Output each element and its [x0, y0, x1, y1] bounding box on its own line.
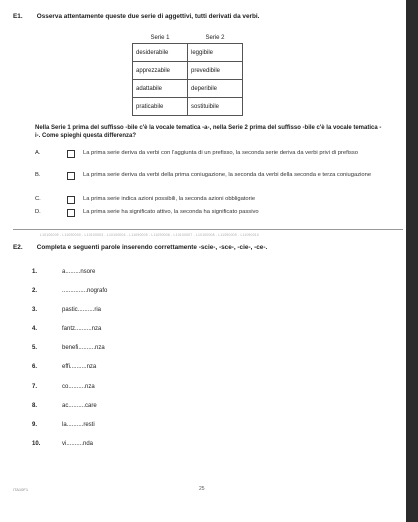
option-letter: C. [35, 196, 41, 202]
item-word[interactable]: la..........resti [62, 422, 95, 428]
option-a-checkbox[interactable] [67, 150, 75, 158]
table-cell: apprezzabile [133, 62, 188, 80]
option-text: La prima serie deriva da verbi con l'aggiunta di un prefisso, la seconda serie deriva da verbi privi di prefisso [83, 150, 358, 156]
list-item [32, 345, 105, 351]
table-cell: deperibile [188, 80, 243, 98]
list-item [32, 441, 93, 447]
table-cell: adattabile [133, 80, 188, 98]
exercise-number: E1. [13, 13, 23, 20]
item-word[interactable]: fantz..........nza [62, 326, 102, 332]
option-d-checkbox[interactable] [67, 209, 75, 217]
section-divider [13, 229, 403, 230]
footer-code: ITA10F1 [13, 487, 29, 492]
item-word[interactable]: pastic..........ria [62, 307, 102, 313]
option-c-checkbox[interactable] [67, 196, 75, 204]
item-word[interactable]: ...............nografo [62, 288, 108, 294]
list-item [32, 364, 96, 370]
option-letter: B. [35, 172, 41, 178]
list-item [32, 422, 95, 428]
list-item [32, 403, 97, 409]
list-item [32, 384, 95, 390]
table-cell: leggibile [188, 44, 243, 62]
item-word[interactable]: effi..........nza [62, 364, 97, 370]
exercise-e1-heading [13, 13, 259, 20]
item-number: 3. [32, 307, 38, 313]
exercise-e2-heading [13, 244, 267, 251]
list-item [32, 307, 101, 313]
table-row [133, 80, 243, 98]
table-cell: praticabile [133, 98, 188, 116]
option-text: La prima serie ha significato attivo, la seconda ha significato passivo [83, 209, 259, 215]
item-word[interactable]: co..........nza [62, 384, 95, 390]
question-intro: Nella Serie 1 prima del suffisso -bile c'è la vocale tematica -a-, nella Serie 2 prima del suffisso -bile c'è la vocale tematica -i-. Come spieghi questa differenza? [35, 125, 382, 139]
table-cell: desiderabile [133, 44, 188, 62]
list-item [32, 326, 101, 332]
list-item [32, 269, 95, 275]
table-cell: sostituibile [188, 98, 243, 116]
item-number: 2. [32, 288, 38, 294]
table-row [133, 98, 243, 116]
item-codes: L10100009 - L11090000 - L10100003 - L10100004 - L11090005 - L11090006 - L10100007 - L10100008 - L11090009 - L11090010 [40, 233, 259, 237]
page-number: 25 [199, 486, 205, 492]
table-cell: prevedibile [188, 62, 243, 80]
series-1-header: Serie 1 [133, 33, 188, 44]
item-word[interactable]: ac..........care [62, 403, 97, 409]
item-word[interactable]: vi..........nda [62, 441, 94, 447]
exercise-title: Completa e seguenti parole inserendo correttamente -scie-, -sce-, -cie-, -ce-. [36, 244, 268, 251]
item-number: 1. [32, 269, 38, 275]
item-number: 6. [32, 364, 38, 370]
viewer-edge-bar [406, 0, 418, 522]
series-2-header: Serie 2 [188, 33, 243, 44]
exercise-number: E2. [13, 244, 23, 251]
option-letter: D. [35, 209, 41, 215]
table-row [133, 62, 243, 80]
option-text: La prima serie indica azioni possibili, la seconda azioni obbligatorie [83, 196, 256, 202]
list-item [32, 288, 107, 294]
series-table [132, 33, 243, 116]
item-number: 4. [32, 326, 38, 332]
item-number: 9. [32, 422, 38, 428]
item-word[interactable]: benefi..........nza [62, 345, 105, 351]
item-number: 10. [32, 441, 41, 447]
item-word[interactable]: a.........nsore [62, 269, 96, 275]
exercise-title: Osserva attentamente queste due serie di aggettivi, tutti derivati da verbi. [36, 13, 260, 20]
table-row [133, 44, 243, 62]
item-number: 7. [32, 384, 38, 390]
option-text: La prima serie deriva da verbi della prima coniugazione, la seconda da verbi della seconda e terza coniugazione [83, 172, 372, 178]
item-number: 5. [32, 345, 38, 351]
option-letter: A. [35, 150, 41, 156]
option-b-checkbox[interactable] [67, 172, 75, 180]
item-number: 8. [32, 403, 38, 409]
